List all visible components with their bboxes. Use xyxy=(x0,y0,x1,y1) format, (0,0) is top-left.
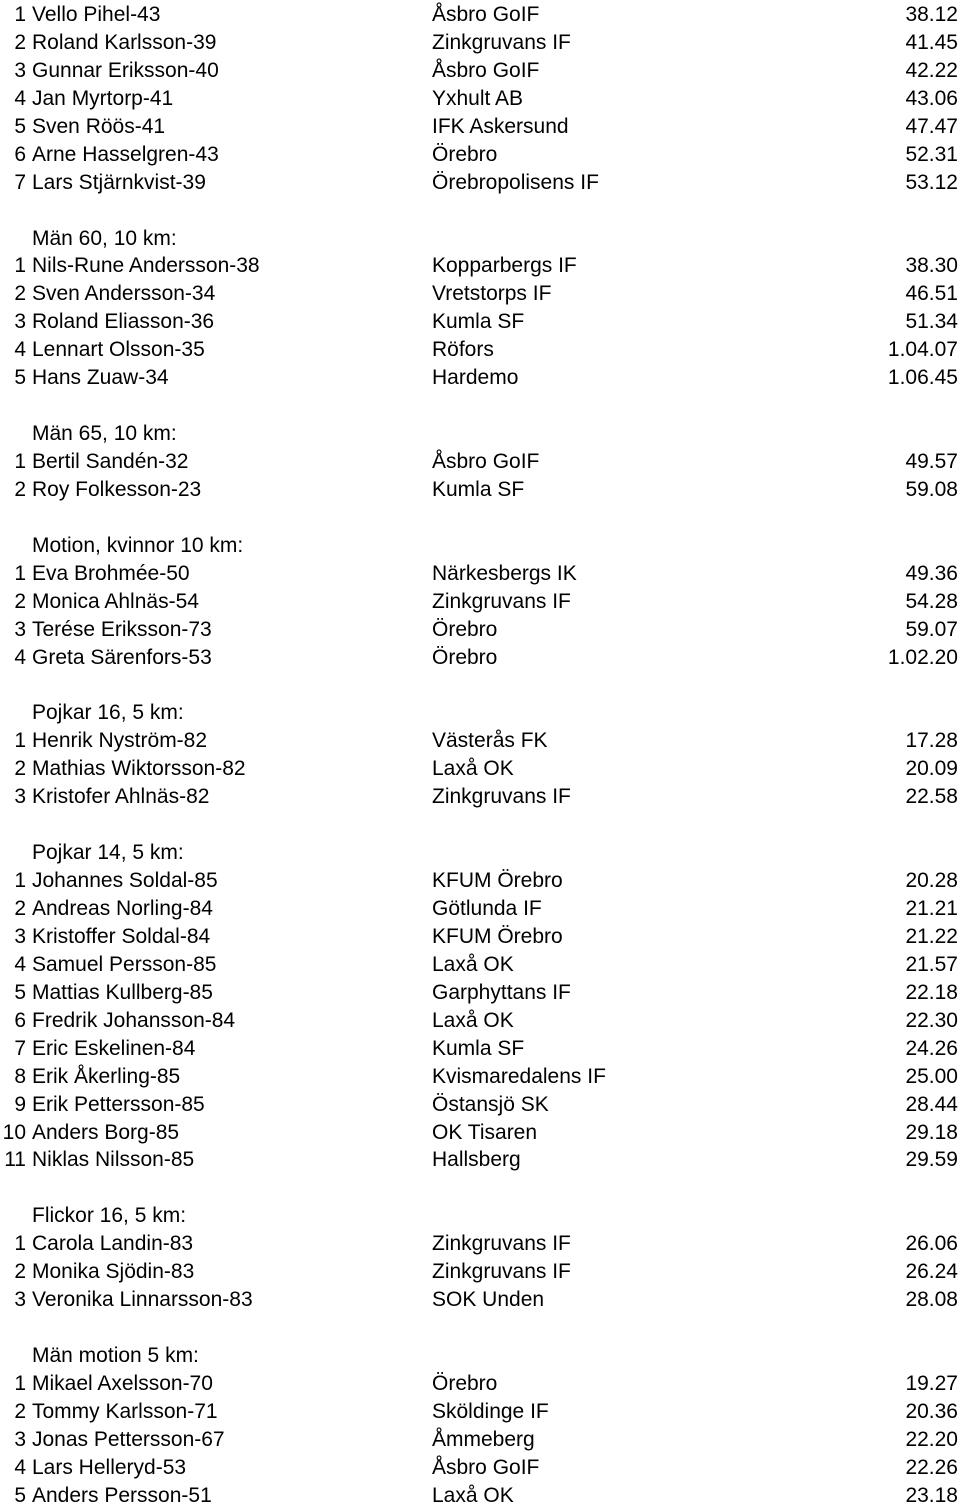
result-row xyxy=(0,616,960,644)
section-spacer xyxy=(0,1174,960,1202)
finish-time: 53.12 xyxy=(905,170,958,194)
club-name: Götlunda IF xyxy=(432,897,542,920)
result-row xyxy=(0,280,960,308)
result-position: 2 xyxy=(14,282,26,306)
result-row xyxy=(0,1,960,29)
club-name: Yxhult AB xyxy=(432,86,524,110)
result-position: 5 xyxy=(14,1483,26,1507)
club-name: Sköldinge IF xyxy=(432,1399,549,1423)
section-heading: Motion, kvinnor 10 km: xyxy=(32,533,244,557)
club-name: IFK Askersund xyxy=(432,114,569,138)
result-position: 4 xyxy=(14,952,26,976)
section-spacer xyxy=(0,811,960,839)
result-position: 2 xyxy=(14,897,26,920)
club-name: Hardemo xyxy=(432,366,519,390)
club-name: KFUM Örebro xyxy=(432,869,563,893)
club-name: Östansjö SK xyxy=(432,1092,549,1116)
club-name: Åsbro GoIF xyxy=(432,58,540,82)
result-position: 5 xyxy=(14,366,26,390)
runner-name: Veronika Linnarsson-83 xyxy=(32,1288,253,1312)
runner-name: Nils-Rune Andersson-38 xyxy=(32,254,260,278)
finish-time: 24.26 xyxy=(905,1036,958,1060)
result-row xyxy=(0,923,960,951)
result-position: 6 xyxy=(14,142,26,166)
finish-time: 20.28 xyxy=(905,869,958,893)
runner-name: Johannes Soldal-85 xyxy=(32,869,218,893)
section-spacer xyxy=(0,1314,960,1342)
finish-time: 22.30 xyxy=(905,1008,958,1032)
result-row xyxy=(0,895,960,923)
section-heading: Flickor 16, 5 km: xyxy=(32,1204,187,1228)
result-position: 2 xyxy=(14,1260,26,1284)
result-row xyxy=(0,755,960,783)
runner-name: Mattias Kullberg-85 xyxy=(32,980,213,1004)
result-row xyxy=(0,1426,960,1454)
runner-name: Sven Röös-41 xyxy=(32,114,166,138)
runner-name: Terése Eriksson-73 xyxy=(32,617,212,641)
runner-name: Erik Åkerling-85 xyxy=(32,1064,181,1088)
club-name: Örebro xyxy=(432,1371,498,1395)
runner-name: Roy Folkesson-23 xyxy=(32,477,202,501)
club-name: Garphyttans IF xyxy=(432,980,571,1004)
result-row xyxy=(0,1146,960,1174)
runner-name: Jan Myrtorp-41 xyxy=(32,86,174,110)
result-row xyxy=(0,85,960,113)
runner-name: Tommy Karlsson-71 xyxy=(32,1399,218,1423)
result-row xyxy=(0,252,960,280)
finish-time: 17.28 xyxy=(905,729,958,753)
result-position: 3 xyxy=(14,1427,26,1451)
result-row xyxy=(0,141,960,169)
finish-time: 51.34 xyxy=(905,310,958,334)
section-heading: Män motion 5 km: xyxy=(32,1344,199,1367)
result-row xyxy=(0,727,960,755)
result-position: 1 xyxy=(14,450,26,473)
result-position: 10 xyxy=(2,1120,26,1144)
section-heading-row xyxy=(0,420,960,448)
runner-name: Jonas Pettersson-67 xyxy=(32,1427,225,1451)
finish-time: 20.09 xyxy=(905,757,958,781)
result-position: 5 xyxy=(14,980,26,1004)
finish-time: 28.44 xyxy=(905,1092,958,1116)
result-position: 1 xyxy=(14,3,26,26)
finish-time: 21.21 xyxy=(905,897,958,920)
finish-time: 19.27 xyxy=(905,1371,958,1395)
club-name: Örebro xyxy=(432,142,498,166)
result-row xyxy=(0,783,960,811)
result-position: 7 xyxy=(14,1036,26,1060)
result-row xyxy=(0,1063,960,1091)
club-name: Zinkgruvans IF xyxy=(432,30,571,54)
section-heading-row xyxy=(0,1202,960,1230)
result-row xyxy=(0,113,960,141)
finish-time: 21.57 xyxy=(905,952,958,976)
result-position: 4 xyxy=(14,1455,26,1479)
result-row xyxy=(0,1119,960,1147)
finish-time: 42.22 xyxy=(905,58,958,82)
finish-time: 47.47 xyxy=(905,114,958,138)
club-name: OK Tisaren xyxy=(432,1120,538,1144)
runner-name: Henrik Nyström-82 xyxy=(32,729,208,753)
finish-time: 23.18 xyxy=(905,1483,958,1507)
result-row xyxy=(0,169,960,197)
club-name: Västerås FK xyxy=(432,729,548,753)
club-name: Hallsberg xyxy=(432,1148,521,1172)
result-position: 9 xyxy=(14,1092,26,1116)
result-position: 2 xyxy=(14,477,26,501)
result-row xyxy=(0,1482,960,1510)
club-name: Örebro xyxy=(432,617,498,641)
result-position: 1 xyxy=(14,729,26,753)
result-position: 3 xyxy=(14,310,26,334)
club-name: Åsbro GoIF xyxy=(432,1455,540,1479)
result-position: 1 xyxy=(14,1371,26,1395)
runner-name: Lars Stjärnkvist-39 xyxy=(32,170,206,194)
result-row xyxy=(0,1454,960,1482)
club-name: Laxå OK xyxy=(432,952,514,976)
finish-time: 41.45 xyxy=(905,30,958,54)
runner-name: Vello Pihel-43 xyxy=(32,3,161,26)
section-heading: Män 60, 10 km: xyxy=(32,226,177,250)
section-heading: Män 65, 10 km: xyxy=(32,422,177,446)
club-name: Kumla SF xyxy=(432,477,525,501)
club-name: Åsbro GoIF xyxy=(432,3,540,26)
result-position: 1 xyxy=(14,254,26,278)
result-position: 3 xyxy=(14,924,26,948)
result-row xyxy=(0,644,960,672)
runner-name: Hans Zuaw-34 xyxy=(32,366,169,390)
runner-name: Kristofer Ahlnäs-82 xyxy=(32,785,210,809)
runner-name: Kristoffer Soldal-84 xyxy=(32,924,211,948)
finish-time: 29.18 xyxy=(905,1120,958,1144)
result-row xyxy=(0,1007,960,1035)
runner-name: Monika Sjödin-83 xyxy=(32,1260,195,1284)
finish-time: 28.08 xyxy=(905,1288,958,1312)
result-position: 2 xyxy=(14,589,26,613)
result-row xyxy=(0,1286,960,1314)
runner-name: Bertil Sandén-32 xyxy=(32,450,189,473)
result-position: 2 xyxy=(14,30,26,54)
result-position: 4 xyxy=(14,338,26,362)
runner-name: Gunnar Eriksson-40 xyxy=(32,58,219,82)
club-name: Laxå OK xyxy=(432,1008,514,1032)
runner-name: Mikael Axelsson-70 xyxy=(32,1371,213,1395)
section-heading: Pojkar 14, 5 km: xyxy=(32,841,184,865)
section-heading-row xyxy=(0,839,960,867)
club-name: Kumla SF xyxy=(432,310,525,334)
club-name: Laxå OK xyxy=(432,1483,514,1507)
section-spacer xyxy=(0,672,960,700)
result-row xyxy=(0,588,960,616)
result-row xyxy=(0,1370,960,1398)
club-name: SOK Unden xyxy=(432,1288,545,1312)
finish-time: 22.58 xyxy=(905,785,958,809)
result-row xyxy=(0,1230,960,1258)
runner-name: Lars Helleryd-53 xyxy=(32,1455,187,1479)
result-row xyxy=(0,867,960,895)
result-row xyxy=(0,560,960,588)
finish-time: 22.18 xyxy=(905,980,958,1004)
finish-time: 49.36 xyxy=(905,561,958,585)
result-position: 1 xyxy=(14,869,26,893)
result-row xyxy=(0,57,960,85)
section-spacer xyxy=(0,392,960,420)
finish-time: 26.06 xyxy=(905,1232,958,1256)
result-position: 5 xyxy=(14,114,26,138)
runner-name: Monica Ahlnäs-54 xyxy=(32,589,199,613)
club-name: Åsbro GoIF xyxy=(432,450,540,473)
runner-name: Roland Eliasson-36 xyxy=(32,310,215,334)
finish-time: 38.30 xyxy=(905,254,958,278)
result-row xyxy=(0,951,960,979)
club-name: Örebropolisens IF xyxy=(432,170,599,194)
result-row xyxy=(0,364,960,392)
club-name: Vretstorps IF xyxy=(432,282,552,306)
finish-time: 1.02.20 xyxy=(887,645,958,669)
result-position: 3 xyxy=(14,617,26,641)
runner-name: Andreas Norling-84 xyxy=(32,897,213,920)
result-row xyxy=(0,336,960,364)
result-position: 4 xyxy=(14,645,26,669)
runner-name: Lennart Olsson-35 xyxy=(32,338,205,362)
club-name: Zinkgruvans IF xyxy=(432,589,571,613)
result-position: 7 xyxy=(14,170,26,194)
finish-time: 46.51 xyxy=(905,282,958,306)
result-row xyxy=(0,1091,960,1119)
section-heading-row xyxy=(0,1342,960,1370)
club-name: Kopparbergs IF xyxy=(432,254,577,278)
result-position: 2 xyxy=(14,757,26,781)
runner-name: Erik Pettersson-85 xyxy=(32,1092,205,1116)
finish-time: 59.07 xyxy=(905,617,958,641)
result-position: 8 xyxy=(14,1064,26,1088)
runner-name: Samuel Persson-85 xyxy=(32,952,217,976)
runner-name: Fredrik Johansson-84 xyxy=(32,1008,236,1032)
finish-time: 26.24 xyxy=(905,1260,958,1284)
runner-name: Eva Brohmée-50 xyxy=(32,561,190,585)
result-position: 4 xyxy=(14,86,26,110)
club-name: Röfors xyxy=(432,338,494,362)
finish-time: 22.26 xyxy=(905,1455,958,1479)
finish-time: 49.57 xyxy=(905,450,958,473)
result-row xyxy=(0,308,960,336)
section-heading-row xyxy=(0,225,960,253)
club-name: Zinkgruvans IF xyxy=(432,1260,571,1284)
result-position: 11 xyxy=(4,1148,26,1172)
runner-name: Mathias Wiktorsson-82 xyxy=(32,757,246,781)
result-position: 1 xyxy=(14,561,26,585)
finish-time: 29.59 xyxy=(905,1148,958,1172)
result-position: 3 xyxy=(14,1288,26,1312)
result-row xyxy=(0,979,960,1007)
finish-time: 38.12 xyxy=(905,3,958,26)
finish-time: 52.31 xyxy=(905,142,958,166)
club-name: Kvismaredalens IF xyxy=(432,1064,606,1088)
club-name: Kumla SF xyxy=(432,1036,525,1060)
runner-name: Eric Eskelinen-84 xyxy=(32,1036,196,1060)
club-name: Örebro xyxy=(432,645,498,669)
club-name: Zinkgruvans IF xyxy=(432,1232,571,1256)
result-position: 2 xyxy=(14,1399,26,1423)
result-position: 3 xyxy=(14,785,26,809)
club-name: Zinkgruvans IF xyxy=(432,785,571,809)
result-position: 1 xyxy=(14,1232,26,1256)
runner-name: Roland Karlsson-39 xyxy=(32,30,217,54)
result-row xyxy=(0,1258,960,1286)
result-row xyxy=(0,448,960,476)
result-row xyxy=(0,1398,960,1426)
club-name: Närkesbergs IK xyxy=(432,561,577,585)
section-heading-row xyxy=(0,532,960,560)
runner-name: Anders Persson-51 xyxy=(32,1483,212,1507)
club-name: Laxå OK xyxy=(432,757,514,781)
runner-name: Niklas Nilsson-85 xyxy=(32,1148,195,1172)
club-name: KFUM Örebro xyxy=(432,924,563,948)
finish-time: 21.22 xyxy=(905,924,958,948)
finish-time: 25.00 xyxy=(905,1064,958,1088)
section-spacer xyxy=(0,504,960,532)
club-name: Åmmeberg xyxy=(432,1427,535,1451)
runner-name: Carola Landin-83 xyxy=(32,1232,194,1256)
finish-time: 54.28 xyxy=(905,589,958,613)
runner-name: Greta Särenfors-53 xyxy=(32,645,212,669)
result-position: 3 xyxy=(14,58,26,82)
finish-time: 1.04.07 xyxy=(887,338,958,362)
result-row xyxy=(0,1035,960,1063)
runner-name: Anders Borg-85 xyxy=(32,1120,180,1144)
result-position: 6 xyxy=(14,1008,26,1032)
section-heading: Pojkar 16, 5 km: xyxy=(32,701,184,725)
finish-time: 43.06 xyxy=(905,86,958,110)
finish-time: 20.36 xyxy=(905,1399,958,1423)
runner-name: Arne Hasselgren-43 xyxy=(32,142,219,166)
section-heading-row xyxy=(0,699,960,727)
finish-time: 59.08 xyxy=(905,477,958,501)
finish-time: 22.20 xyxy=(905,1427,958,1451)
finish-time: 1.06.45 xyxy=(887,366,958,390)
section-spacer xyxy=(0,197,960,225)
result-row xyxy=(0,29,960,57)
result-row xyxy=(0,476,960,504)
runner-name: Sven Andersson-34 xyxy=(32,282,216,306)
